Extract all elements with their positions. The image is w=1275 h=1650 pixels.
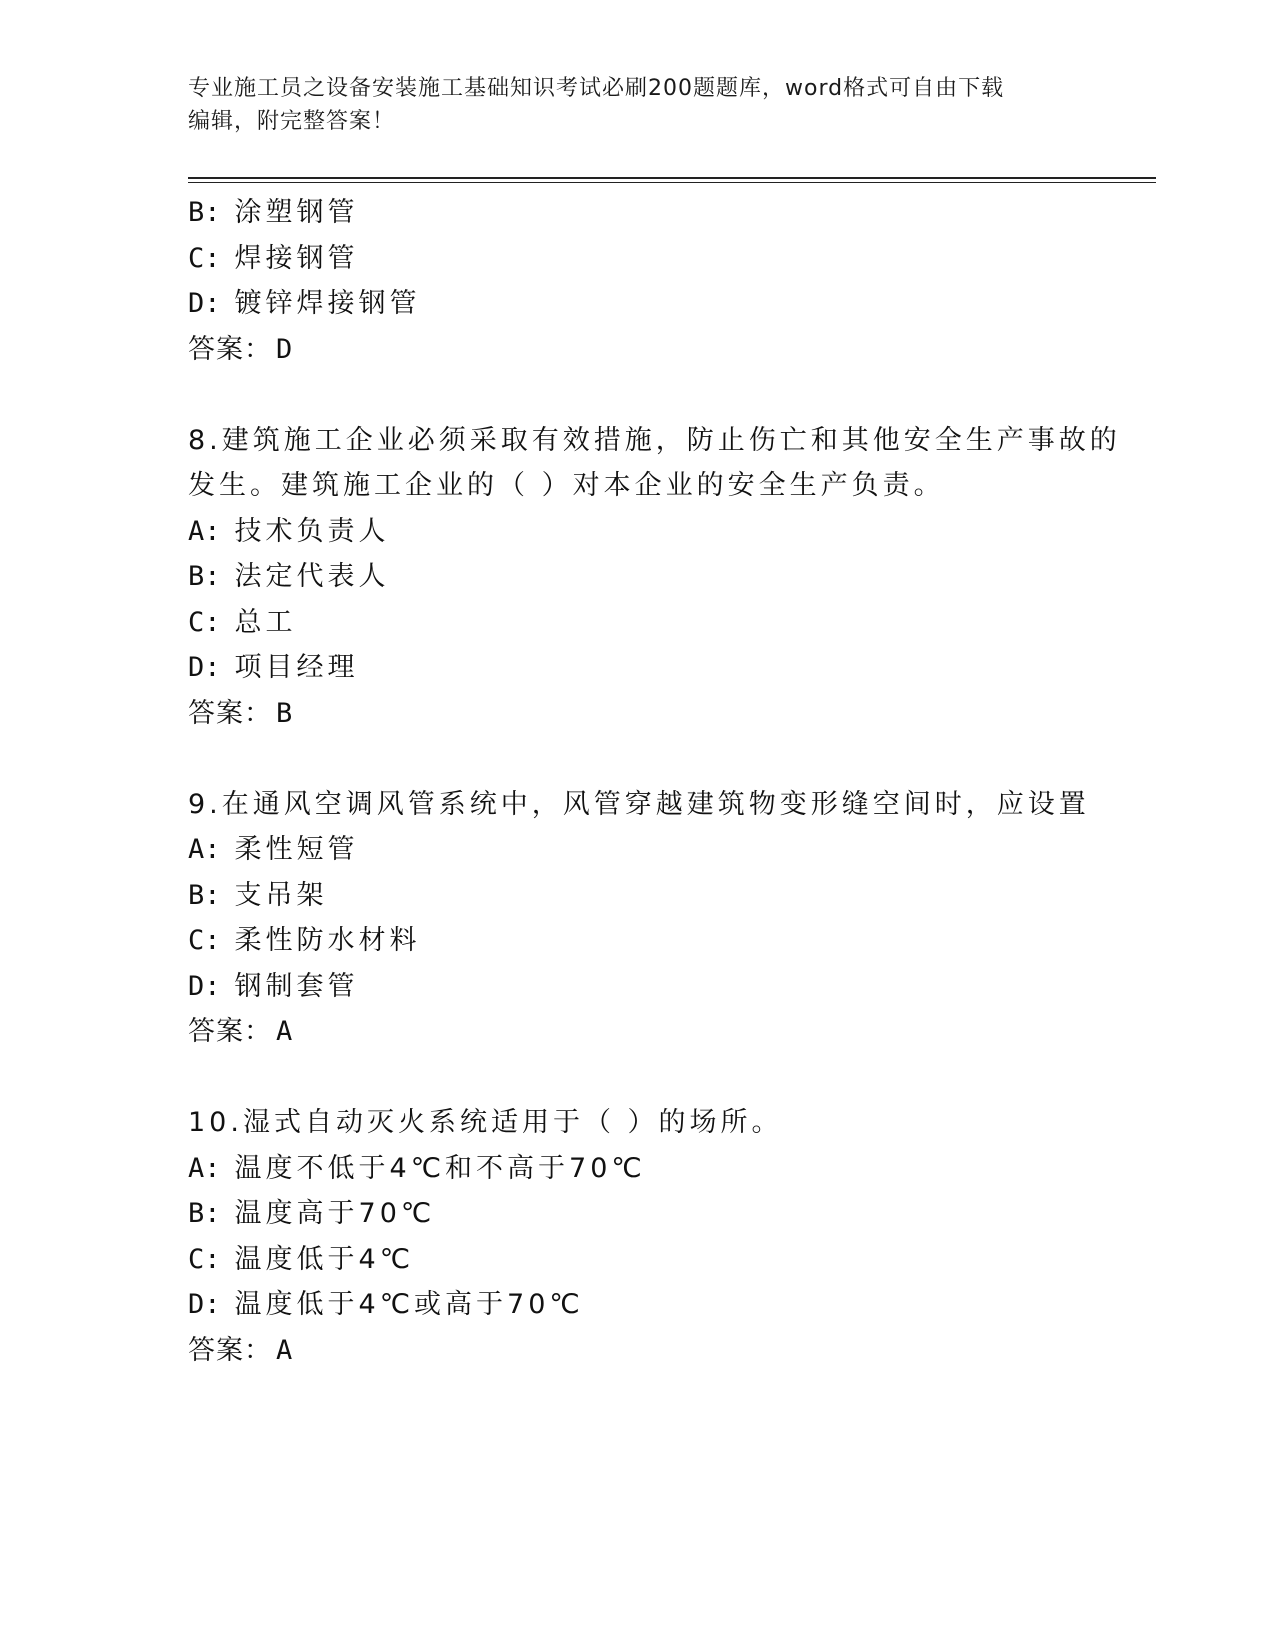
answer-line: 答案： B bbox=[188, 697, 294, 729]
option-a: A: 柔性短管 bbox=[188, 834, 359, 865]
option-a: A: 温度不低于4℃和不高于70℃ bbox=[188, 1152, 646, 1184]
option-b: B: 支吊架 bbox=[188, 879, 328, 911]
option-d: D: 镀锌焊接钢管 bbox=[188, 288, 421, 319]
question-10 bbox=[188, 1100, 1128, 1373]
header-divider-thick bbox=[188, 177, 1156, 179]
answer-line: 答案： A bbox=[188, 1334, 294, 1366]
option-b: B: 法定代表人 bbox=[188, 561, 390, 592]
option-d: D: 温度低于4℃或高于70℃ bbox=[188, 1289, 584, 1320]
option-b: B: 温度高于70℃ bbox=[188, 1198, 436, 1229]
question-8 bbox=[188, 418, 1128, 737]
option-c: C: 温度低于4℃ bbox=[188, 1243, 415, 1275]
question-list bbox=[188, 190, 1128, 1373]
question-stem-continued: 发生。建筑施工企业的（ ）对本企业的安全生产负责。 bbox=[188, 470, 945, 501]
answer-line: 答案： D bbox=[188, 333, 294, 365]
header-divider-thin bbox=[188, 182, 1156, 183]
header-title-line-1: 专业施工员之设备安装施工基础知识考试必刷200题题库，word格式可自由下载 bbox=[188, 76, 1005, 101]
document-header bbox=[188, 72, 1088, 138]
option-b: B: 涂塑钢管 bbox=[188, 197, 359, 228]
question-stem: 8.建筑施工企业必须采取有效措施，防止伤亡和其他安全生产事故的 bbox=[188, 424, 1121, 456]
question-7 bbox=[188, 190, 1128, 372]
answer-line: 答案： A bbox=[188, 1016, 294, 1047]
question-stem: 10.湿式自动灭火系统适用于（ ）的场所。 bbox=[188, 1107, 783, 1138]
question-9 bbox=[188, 782, 1128, 1055]
header-title-line-2: 编辑，附完整答案！ bbox=[188, 109, 396, 134]
option-a: A: 技术负责人 bbox=[188, 515, 390, 547]
spacer bbox=[188, 1055, 1128, 1101]
option-c: C: 总工 bbox=[188, 606, 297, 638]
option-d: D: 项目经理 bbox=[188, 652, 359, 683]
option-d: D: 钢制套管 bbox=[188, 970, 359, 1002]
spacer bbox=[188, 372, 1128, 418]
option-c: C: 焊接钢管 bbox=[188, 242, 359, 274]
spacer bbox=[188, 736, 1128, 782]
option-c: C: 柔性防水材料 bbox=[188, 925, 421, 956]
question-stem: 9.在通风空调风管系统中，风管穿越建筑物变形缝空间时，应设置 bbox=[188, 788, 1090, 820]
